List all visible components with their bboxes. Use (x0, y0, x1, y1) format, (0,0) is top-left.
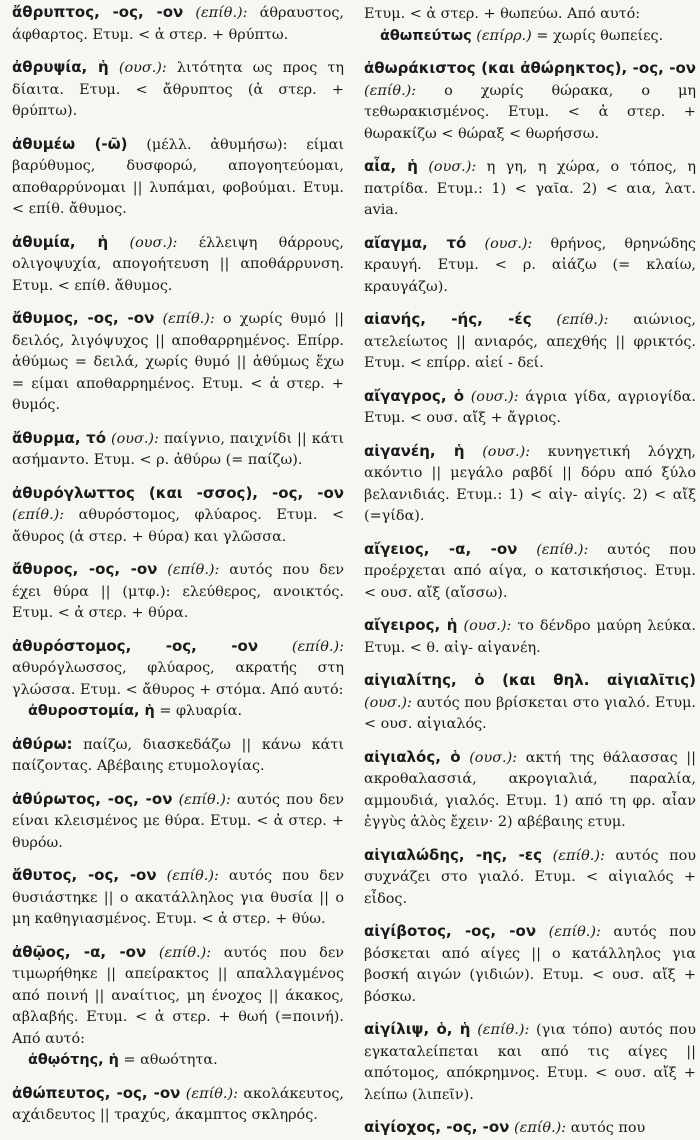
definition: παίγνιο, παιχνίδι || κάτι ασήμαντο. Ετυμ. < ρ. ἀθύρω (= παίζω). (12, 430, 345, 468)
grammar-label: (ουσ.): (428, 159, 477, 175)
grammar-label: (επίθ.): (364, 82, 417, 99)
headword: ἄθρυπτος, -ος, -ον (12, 3, 184, 21)
dictionary-entry (12, 57, 344, 123)
dictionary-entry (12, 636, 344, 723)
dictionary-entry (364, 441, 696, 528)
definition: Ετυμ. < ἀ στερ. + θωπεύω. Από αυτό: (364, 6, 641, 22)
grammar-label: (ουσ.): (484, 235, 533, 252)
definition: αυτός που δεν τιμωρήθηκε || απείρακτος || απαλλαγμένος από ποινή || αναίτιος, μη ένοχος || άκακος, αβλαβής. Ετυμ. < ἀ στερ. + θωή (=ποινή). Από αυτό: (12, 944, 345, 1047)
derived-entry (364, 26, 696, 48)
derived-definition: = φλυαρία. (159, 703, 243, 719)
dictionary-entry (364, 845, 696, 911)
headword: ἀθρυψία, ἡ (12, 58, 109, 76)
derived-definition: = χωρίς θωπείες. (536, 27, 664, 44)
definition: άγρια γίδα, αγριογίδα. Ετυμ. < ουσ. αἴξ + ἄγριος. (364, 388, 697, 426)
definition: παίζω, διασκεδάζω || κάνω κάτι παίζοντας. Αβέβαιης ετυμολογίας. (12, 736, 344, 774)
grammar-label: (επίρρ.) (476, 27, 532, 44)
grammar-label: (επίθ.): (552, 847, 605, 864)
dictionary-entry (12, 232, 344, 298)
grammar-label: (επίθ.): (291, 638, 344, 655)
dictionary-entry (364, 921, 696, 1008)
definition: λιτότητα ως προς τη δίαιτα. Ετυμ. < ἄθρυπτος (ἀ στερ. + θρύπτω). (12, 60, 345, 119)
left-column (12, 2, 352, 1123)
grammar-label: (επίθ.): (548, 924, 601, 940)
grammar-label: (επίθ.): (166, 868, 219, 884)
grammar-label: (επίθ.): (195, 5, 248, 21)
grammar-label: (ουσ.): (129, 234, 178, 251)
dictionary-entry (364, 1019, 696, 1106)
derived-entry (12, 1050, 344, 1072)
definition: αυτός που προέρχεται από αίγα, ο κατσικήσιος. Ετυμ. < ουσ. αἴξ (αἴσσω). (364, 541, 696, 601)
definition: αυτός που (570, 1120, 646, 1136)
grammar-label: (ουσ.): (463, 618, 512, 634)
dictionary-entry (364, 747, 696, 834)
dictionary-entry (12, 734, 344, 778)
dictionary-entry (12, 134, 344, 221)
grammar-label: (επίθ.): (513, 1120, 567, 1136)
headword: ἀθύρωτος, -ος, -ον (12, 789, 173, 808)
grammar-label: (ουσ.): (118, 60, 167, 76)
grammar-label: (επίθ.): (158, 944, 212, 961)
dictionary-entry (12, 942, 344, 1072)
definition: αιώνιος, ατελείωτος || ανιαρός, απεχθής || φρικτός. Ετυμ. < επίρρ. αἰεί - δεί. (364, 312, 696, 371)
definition: άθραυστος, άφθαρτος. Ετυμ. < ἀ στερ. + θρύπτω. (12, 5, 344, 43)
definition: το δένδρο μαύρη λεύκα. Ετυμ. < θ. αἰγ- αἰγανέη. (364, 618, 696, 656)
headword: αἰανής, -ής, -ές (364, 310, 532, 328)
headword: ἀθῷος, -α, -ον (12, 942, 147, 961)
headword: ἄθυμος, -ος, -ον (12, 309, 155, 327)
definition: αυτός που βρίσκεται στο γιαλό. Ετυμ. < ουσ. αἰγιαλός. (364, 694, 696, 732)
headword: αἴαγμα, τό (364, 233, 467, 252)
grammar-label: (επίθ.): (162, 311, 215, 327)
dictionary-entry (12, 789, 344, 855)
headword: ἀθύρω: (12, 734, 73, 753)
definition: είμαι βαρύθυμος, δυσφορώ, απογοητεύομαι, αποθαρρύνομαι || λυπάμαι, φοβούμαι. Ετυμ. < επίθ. ἄθυμος. (12, 136, 345, 217)
dictionary-entry (364, 539, 696, 605)
derived-headword: ἀθυροστομία, ἡ (28, 703, 155, 719)
definition: αυτός που συχνάζει στο γιαλό. Ετυμ. < αἰγιαλός + εἶδος. (364, 847, 696, 907)
definition: ακτή της θάλασσας || ακροθαλασσιά, ακρογιαλιά, παραλία, αμμουδιά, γιαλός. Ετυμ. 1) από τη φρ. αἶαν ἐγγὺς ἁλὸς ἔχειν· 2) αβέβαιης ετυμ. (364, 749, 697, 830)
dictionary-entry (12, 559, 344, 625)
definition: αθυρόστομος, φλύαρος. Ετυμ. < ἄθυρος (ἀ στερ. + θύρα) και γλῶσσα. (12, 507, 345, 545)
dictionary-entry (364, 58, 696, 145)
dictionary-entry (364, 1117, 696, 1140)
definition: η γη, η χώρα, ο τόπος, η πατρίδα. Ετυμ.: 1) < γαῖα. 2) < αια, λατ. avia. (364, 159, 696, 218)
definition: αυτός που δεν είναι κλεισμένος με θύρα. Ετυμ. < ἀ στερ. + θυρόω. (12, 791, 345, 851)
dictionary-entry (364, 156, 696, 222)
definition: ο χωρίς θώρακα, ο μη τεθωρακισμένος. Ετυμ. < ἀ στερ. + θωρακίζω < θώραξ < θωρήσσω. (364, 82, 696, 142)
definition: έλλειψη θάρρους, ολιγοψυχία, απογοήτευση || αποθάρρυνση. Ετυμ. < επίθ. ἄθυμος. (12, 234, 345, 294)
dictionary-entry (12, 1083, 344, 1127)
grammar-label: (ουσ.): (482, 443, 531, 460)
dictionary-entry (364, 670, 696, 736)
dictionary-entry (364, 386, 696, 430)
grammar-label: (επίθ.): (536, 541, 589, 558)
dictionary-entry (364, 233, 696, 299)
derived-headword: ἀθῳότης, ἡ (28, 1052, 119, 1068)
dictionary-entry (364, 615, 696, 659)
derived-entry (12, 701, 344, 723)
dictionary-entry (12, 2, 344, 46)
definition: ακολάκευτος, αχάιδευτος || τραχύς, άκαμπτος σκληρός. (12, 1085, 344, 1123)
continued-entry (364, 4, 696, 47)
headword: ἄθυρμα, τό (12, 428, 107, 447)
right-column (352, 2, 697, 1136)
grammar-label: (επίθ.): (477, 1022, 530, 1038)
derived-headword: ἀθωπεύτως (380, 27, 472, 44)
headword: αἰγίβοτος, -ος, -ον (364, 922, 537, 940)
grammar-label: (ουσ.): (470, 388, 519, 405)
headword: ἄθυτος, -ος, -ον (12, 866, 157, 884)
definition: αυτός που βόσκεται από αίγες || ο κατάλληλος για βοσκή αιγών (γιδιών). Ετυμ. < ουσ. αἴξ + βόσκω. (364, 924, 696, 1005)
definition: (για τόπο) αυτός που εγκαταλείπεται και από τις αίγες || απότομος, απόκρημνος. Ετυμ. < ουσ. αἴξ + λείπω (λιπεῖν). (364, 1022, 697, 1103)
dictionary-entry (12, 428, 344, 472)
dictionary-entry (12, 865, 344, 931)
headword: ἀθυρόγλωττος (και -σσος), -ος, -ον (12, 483, 344, 502)
definition: κυνηγετική λόγχη, ακόντιο || μεγάλο ραβδί || δόρυ από ξύλο βελανιδιάς. Ετυμ.: 1) < αἰγ- αἰγίς. 2) < αἴξ (=γίδα). (364, 443, 697, 524)
grammar-label: (ουσ.): (364, 694, 412, 711)
grammar-label: (επίθ.): (178, 791, 231, 808)
derived-definition: = αθωότητα. (123, 1052, 218, 1068)
grammar-label: (ουσ.): (469, 749, 518, 766)
dictionary-entry (12, 483, 344, 549)
definition: θρήνος, θρηνώδης κραυγή. Ετυμ. < ρ. αἰάζω (= κλαίω, κραυγάζω). (364, 235, 696, 295)
headword: αἰγιαλίτης, ὁ (και θηλ. αἰγιαλῖτις) (364, 671, 696, 689)
dictionary-entry (12, 308, 344, 417)
headword: ἀθυρόστομος, -ος, -ον (12, 636, 259, 655)
headword: αἴγειος, -α, -ον (364, 539, 518, 558)
headword: αἰγίλιψ, ὁ, ἡ (364, 1020, 471, 1038)
headword: αἰγιαλώδης, -ης, -ες (364, 845, 543, 864)
headword: ἄθυρος, -ος, -ον (12, 560, 158, 578)
headword: ἀθωράκιστος (και ἀθώρηκτος), -ος, -ον (364, 59, 696, 77)
headword: ἀθώπευτος, -ος, -ον (12, 1083, 181, 1102)
dictionary-entry (364, 309, 696, 375)
headword: αἰγιαλός, ὁ (364, 747, 461, 766)
grammar-label: (επίθ.): (556, 312, 609, 328)
headword: ἀθυμία, ἡ (12, 232, 109, 251)
headword: αἴγειρος, ἡ (364, 616, 458, 634)
grammar-label: (ουσ.): (110, 430, 159, 447)
headword: αἰγανέη, ἡ (364, 441, 465, 460)
grammar-label: (επίθ.): (185, 1085, 238, 1102)
definition: αυτός που δεν θυσιάστηκε || ο ακατάλληλος για θυσία || ο μη καθηγιασμένος. Ετυμ. < ἀ στερ. + θύω. (12, 868, 345, 927)
headword: αἶα, ἡ (364, 157, 418, 175)
headword: ἀθυμέω (-ῶ) (12, 134, 128, 153)
grammar-label: (μέλλ. ἀθυμήσω): (146, 136, 288, 153)
grammar-label: (επίθ.): (12, 507, 65, 523)
headword: αἴγαγρος, ὁ (364, 386, 465, 405)
headword: αἰγίοχος, -ος, -ον (364, 1118, 510, 1136)
definition: αθυρόγλωσσος, φλύαρος, ακρατής στη γλώσσα. Ετυμ. < ἄθυρος + στόμα. Από αυτό: (12, 660, 344, 698)
definition: αυτός που δεν έχει θύρα || (μτφ.): ελεύθερος, ανοικτός. Ετυμ. < ἀ στερ. + θύρα. (12, 562, 344, 621)
grammar-label: (επίθ.): (167, 562, 220, 578)
definition: ο χωρίς θυμό || δειλός, λιγόψυχος || αποθαρρημένος. Επίρρ. ἀθύμως = δειλά, χωρίς θυμό || ἀθύμως ἔχω = είμαι αποθαρρημένος. Ετυμ. < ἀ στερ. + θυμός. (12, 311, 344, 413)
